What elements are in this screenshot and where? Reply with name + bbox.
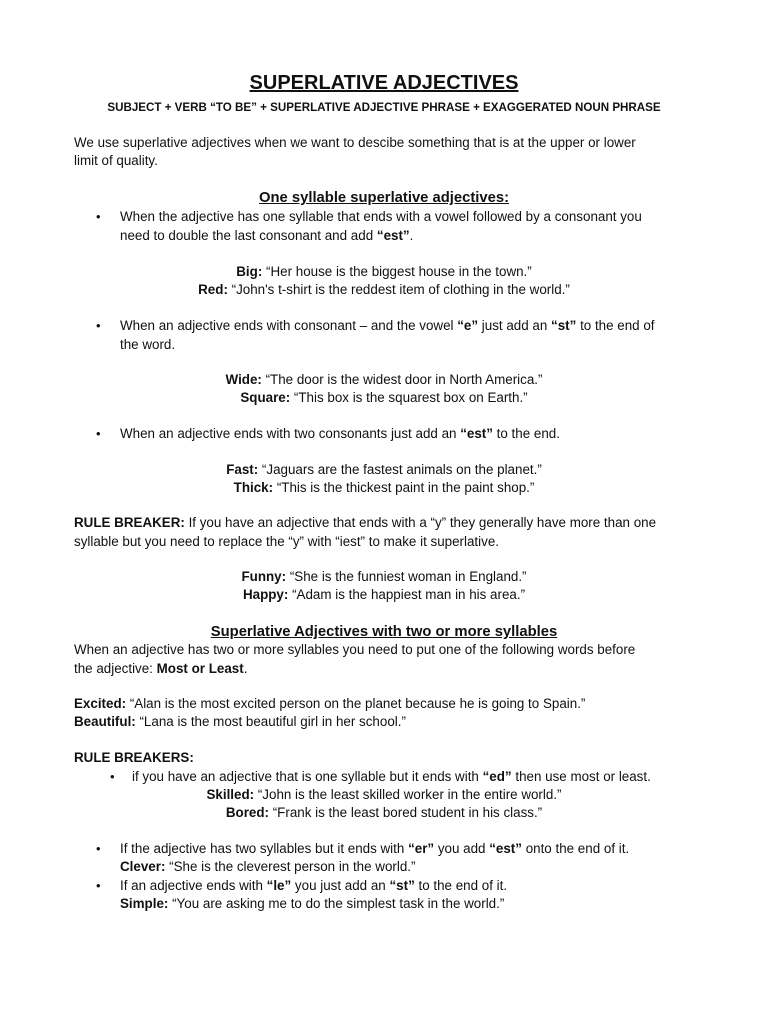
example-clever: Clever: “She is the cleverest person in the world.” — [120, 859, 416, 874]
section2-intro-line1: When an adjective has two or more syllables you need to put one of the following words before — [74, 642, 636, 657]
example-simple: Simple: “You are asking me to do the simplest task in the world.” — [120, 896, 505, 911]
example-bored: Bored: “Frank is the least bored student in his class.” — [225, 805, 543, 820]
bullet-icon: • — [96, 841, 101, 856]
example-thick: Thick: “This is the thickest paint in the paint shop.” — [233, 480, 535, 495]
rule-breaker-1: if you have an adjective that is one syllable but it ends with “ed” then use most or least. — [132, 769, 651, 784]
rule1-line1: When the adjective has one syllable that ends with a vowel followed by a consonant you — [120, 209, 642, 224]
bullet-icon: • — [96, 209, 101, 224]
example-skilled: Skilled: “John is the least skilled worker in the entire world.” — [206, 787, 562, 802]
example-happy: Happy: “Adam is the happiest man in his area.” — [242, 587, 526, 602]
section2-intro-line2: the adjective: Most or Least. — [74, 661, 248, 676]
section-heading-two-syllables: Superlative Adjectives with two or more syllables — [210, 624, 558, 640]
rule2-line2: the word. — [120, 337, 176, 352]
page-subtitle: SUBJECT + VERB “TO BE” + SUPERLATIVE ADJECTIVE PHRASE + EXAGGERATED NOUN PHRASE — [107, 101, 661, 114]
bullet-icon: • — [110, 769, 115, 784]
example-fast: Fast: “Jaguars are the fastest animals on the planet.” — [226, 462, 542, 477]
bullet-icon: • — [96, 878, 101, 893]
intro-line-1: We use superlative adjectives when we want to descibe something that is at the upper or lower — [74, 135, 636, 150]
bullet-icon: • — [96, 426, 101, 441]
example-excited: Excited: “Alan is the most excited person on the planet because he is going to Spain.” — [74, 696, 586, 711]
example-funny: Funny: “She is the funniest woman in England.” — [241, 569, 527, 584]
example-wide: Wide: “The door is the widest door in North America.” — [225, 372, 543, 387]
intro-line-2: limit of quality. — [74, 153, 158, 168]
rule-breakers-label: RULE BREAKERS: — [74, 750, 194, 765]
section-heading-one-syllable: One syllable superlative adjectives: — [258, 190, 510, 206]
example-big: Big: “Her house is the biggest house in the town.” — [236, 264, 532, 279]
example-square: Square: “This box is the squarest box on Earth.” — [240, 390, 528, 405]
rule3-line1: When an adjective ends with two consonants just add an “est” to the end. — [120, 426, 560, 441]
rule-breaker-line1: RULE BREAKER: If you have an adjective that ends with a “y” they generally have more than one — [74, 515, 657, 530]
page-title: SUPERLATIVE ADJECTIVES — [249, 72, 519, 94]
example-red: Red: “John's t-shirt is the reddest item of clothing in the world.” — [198, 282, 570, 297]
bullet-icon: • — [96, 318, 101, 333]
rule1-line2: need to double the last consonant and add “est”. — [120, 228, 414, 243]
rule2-line1: When an adjective ends with consonant – and the vowel “e” just add an “st” to the end of — [120, 318, 655, 333]
rule-breaker-line2: syllable but you need to replace the “y” with “iest” to make it superlative. — [74, 534, 499, 549]
rule-breaker-2: If the adjective has two syllables but it ends with “er” you add “est” onto the end of it. — [120, 841, 630, 856]
rule-breaker-3: If an adjective ends with “le” you just add an “st” to the end of it. — [120, 878, 508, 893]
example-beautiful: Beautiful: “Lana is the most beautiful girl in her school.” — [74, 714, 406, 729]
